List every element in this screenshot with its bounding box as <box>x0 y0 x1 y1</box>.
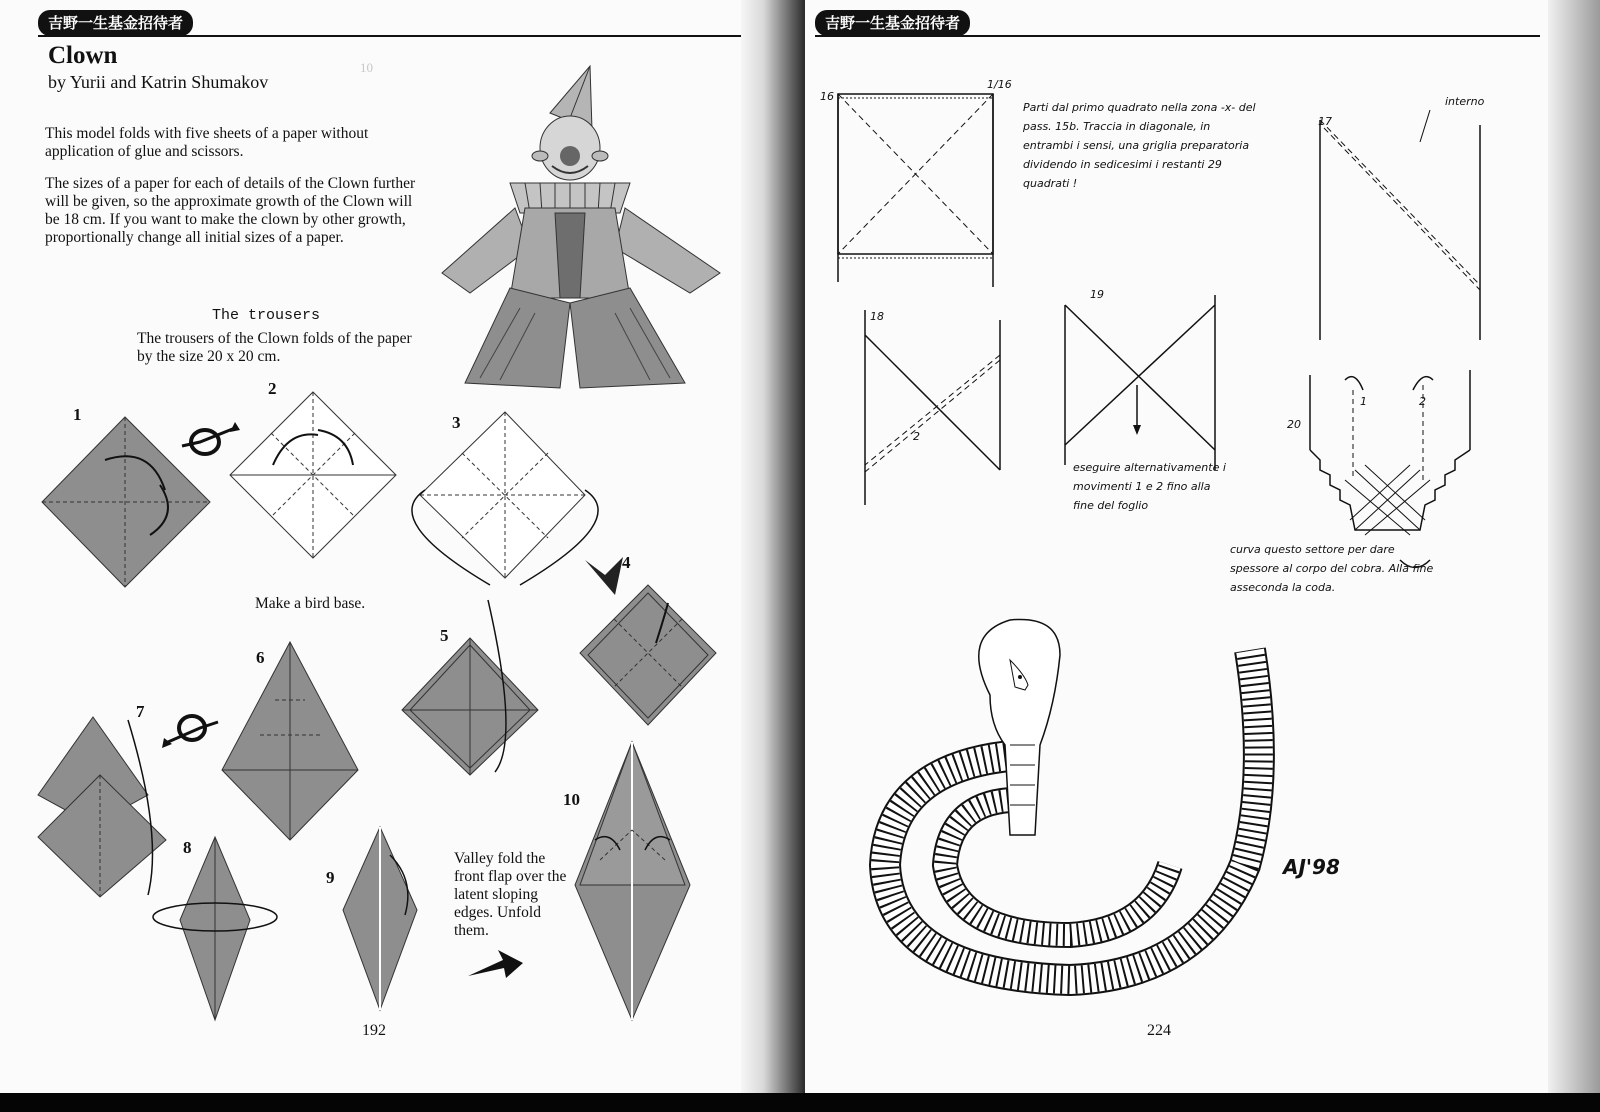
page-number: 192 <box>362 1022 386 1039</box>
step-8-diagram <box>150 835 285 1025</box>
header-rule <box>815 35 1540 37</box>
step-10-caption: Valley fold the front flap over the latent sloping edges. Unfold them. <box>454 850 567 939</box>
step-17-sketch <box>1310 100 1495 340</box>
bird-base-caption: Make a bird base. <box>255 595 366 612</box>
signature: AJ'98 <box>1283 855 1340 879</box>
page-edge-shadow <box>1548 0 1600 1093</box>
step-label: 3 <box>452 413 461 432</box>
step-6-diagram <box>220 640 360 845</box>
step-5-diagram <box>400 600 550 780</box>
header-badge: 吉野一生基金招待者 <box>815 10 970 36</box>
section-text: The trousers of the Clown folds of the paper by the size 20 x 20 cm. <box>137 330 412 365</box>
interno-label: interno <box>1445 95 1485 108</box>
step-label: 2 <box>1419 395 1426 408</box>
step-9-diagram <box>335 825 425 1015</box>
instruction-note: curva questo settore per dare spessore al corpo del cobra. Alla fine asseconda la coda. <box>1230 543 1434 594</box>
cobra-model-illustration <box>870 615 1270 995</box>
step-19-sketch <box>1055 285 1225 485</box>
show-through-number: 10 <box>360 60 373 75</box>
step-label: 1 <box>1360 395 1367 408</box>
step-label: 4 <box>622 553 631 572</box>
step-label: 9 <box>326 868 335 887</box>
step-18-sketch <box>855 300 1010 510</box>
step-label: 2 <box>268 379 277 398</box>
header-badge: 吉野一生基金招待者 <box>38 10 193 36</box>
step-label: 20 <box>1287 418 1301 431</box>
section-heading: The trousers <box>212 307 321 324</box>
page-title: Clown <box>48 42 118 69</box>
step-4-diagram <box>578 583 718 728</box>
step-2-diagram <box>228 390 398 560</box>
intro-paragraph: The sizes of a paper for each of details of the Clown further will be given, so the approximate growth of the Clown will be 18 cm. If you want to make the clown by other growth, proportionally change all initial sizes of a paper. <box>45 175 416 246</box>
step-label: 10 <box>563 790 580 809</box>
arrow-icon <box>468 948 523 980</box>
step-label: 6 <box>256 648 265 667</box>
step-10-diagram <box>570 740 695 1022</box>
byline: by Yurii and Katrin Shumakov <box>48 72 269 92</box>
step-label: 16 <box>820 90 834 103</box>
clown-model-illustration <box>440 58 730 398</box>
scan-bottom-bar <box>0 1093 1600 1112</box>
step-label: 17 <box>1318 115 1332 128</box>
step-label: 5 <box>440 626 449 645</box>
step-label: 7 <box>136 702 145 721</box>
header-rule <box>38 35 743 37</box>
instruction-note: Parti dal primo quadrato nella zona -x- del pass. 15b. Traccia in diagonale, in entrambi i sensi, una griglia preparatoria dividendo in sedicesimi i restanti 29 quadrati ! <box>1023 101 1256 190</box>
step-label: 18 <box>870 310 884 323</box>
step-label: 19 <box>1090 288 1104 301</box>
step-label: 1 <box>73 405 82 424</box>
step-label: 2 <box>913 430 920 443</box>
book-spine-shadow <box>741 0 805 1093</box>
step-label: 1/16 <box>987 78 1012 91</box>
step-label: 8 <box>183 838 192 857</box>
page-number: 224 <box>1147 1022 1171 1039</box>
instruction-note: eseguire alternativamente i movimenti 1 e 2 fino alla fine del foglio <box>1073 461 1226 512</box>
intro-paragraph: This model folds with five sheets of a paper without application of glue and scissors. <box>45 125 369 160</box>
step-16-sketch <box>830 82 1005 292</box>
right-page <box>805 0 1565 1093</box>
left-page <box>0 0 757 1093</box>
